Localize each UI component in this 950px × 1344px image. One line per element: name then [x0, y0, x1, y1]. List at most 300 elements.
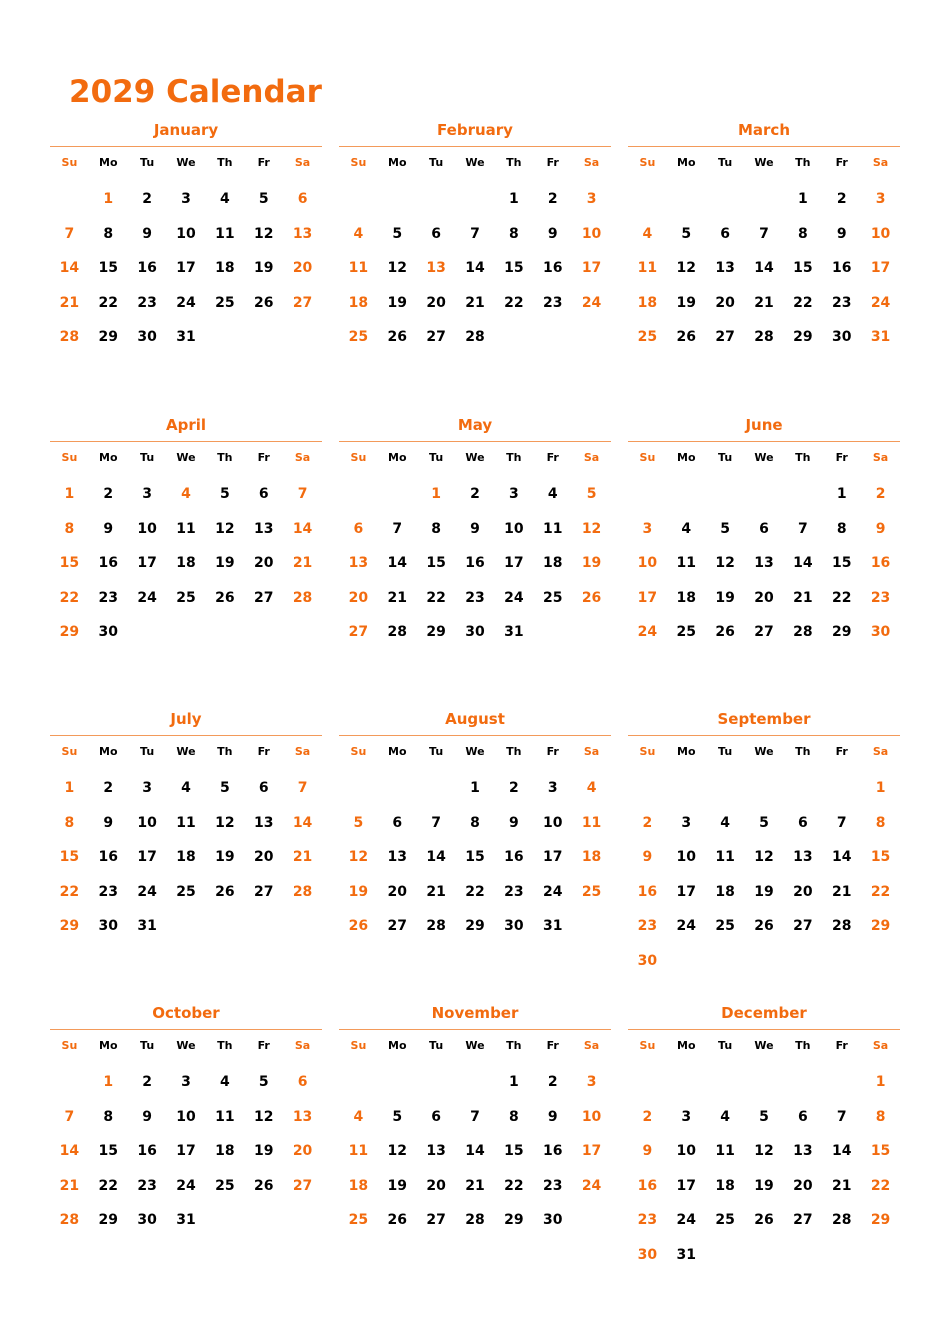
day-cell: 19 — [215, 849, 235, 865]
day-cell: 24 — [137, 883, 157, 900]
day-cell: 23 — [98, 883, 118, 900]
day-cell: 27 — [426, 1212, 446, 1228]
month-name: October — [152, 1004, 220, 1022]
day-cell: 20 — [253, 555, 274, 571]
day-cell: 8 — [875, 1108, 886, 1125]
weekday-label: Mo — [388, 156, 407, 169]
day-cell: 22 — [98, 294, 118, 311]
day-cell: 4 — [720, 1108, 730, 1125]
weekday-label: Tu — [429, 745, 444, 758]
day-cell: 22 — [98, 1177, 118, 1194]
day-cell: 22 — [59, 883, 80, 900]
day-cell: 4 — [353, 1108, 364, 1125]
day-cell: 28 — [292, 883, 313, 900]
day-cell: 29 — [504, 1212, 524, 1228]
day-cell: 5 — [392, 225, 403, 242]
day-cell: 17 — [870, 260, 891, 276]
day-cell: 22 — [426, 589, 446, 606]
day-cell: 18 — [581, 849, 602, 865]
weekday-label: We — [176, 1039, 196, 1052]
day-cell: 24 — [504, 589, 524, 606]
weekday-label: Th — [506, 745, 522, 758]
day-cell: 20 — [292, 260, 313, 276]
day-cell: 16 — [465, 555, 485, 571]
month-divider — [628, 146, 900, 147]
day-cell: 7 — [297, 486, 308, 502]
weekday-label: Th — [217, 156, 233, 169]
day-cell: 31 — [870, 329, 891, 345]
weekday-label: Fr — [257, 745, 270, 758]
weekday-label: Su — [639, 451, 656, 464]
day-cell: 20 — [292, 1143, 313, 1159]
day-cell: 30 — [542, 1212, 563, 1228]
weekday-label: We — [176, 156, 196, 169]
day-cell: 5 — [258, 191, 269, 207]
day-cell: 27 — [348, 624, 369, 640]
day-cell: 26 — [253, 294, 274, 311]
day-cell: 11 — [215, 1108, 235, 1125]
month-divider — [50, 146, 322, 147]
day-cell: 15 — [793, 260, 813, 276]
day-cell: 23 — [465, 589, 485, 606]
day-cell: 26 — [676, 329, 696, 345]
day-cell: 14 — [292, 814, 313, 831]
weekday-label: Sa — [294, 745, 311, 758]
day-cell: 1 — [64, 780, 75, 796]
day-cell: 14 — [465, 260, 485, 276]
day-cell: 25 — [176, 589, 196, 606]
day-cell: 13 — [292, 1108, 313, 1125]
day-cell: 22 — [793, 294, 813, 311]
day-cell: 11 — [676, 555, 696, 571]
weekday-label: Mo — [677, 156, 696, 169]
day-cell: 10 — [176, 225, 196, 242]
day-cell: 17 — [581, 1143, 602, 1159]
weekday-label: Tu — [140, 156, 155, 169]
day-cell: 16 — [98, 849, 118, 865]
day-cell: 22 — [831, 589, 852, 606]
day-cell: 26 — [253, 1177, 274, 1194]
weekday-label: Fr — [835, 1039, 848, 1052]
weekday-label: Sa — [294, 1039, 311, 1052]
day-cell: 1 — [797, 191, 808, 207]
weekday-label: Tu — [429, 1039, 444, 1052]
day-cell: 7 — [431, 814, 441, 831]
day-cell: 22 — [59, 589, 80, 606]
day-cell: 16 — [504, 849, 524, 865]
day-cell: 2 — [470, 486, 480, 502]
day-cell: 23 — [542, 294, 563, 311]
day-cell: 9 — [142, 225, 152, 242]
day-cell: 10 — [676, 849, 696, 865]
day-cell: 10 — [176, 1108, 196, 1125]
day-cell: 10 — [542, 814, 563, 831]
month-november — [339, 1002, 611, 1282]
weekday-label: We — [176, 745, 196, 758]
day-cell: 30 — [870, 624, 891, 640]
weekday-label: We — [465, 1039, 485, 1052]
day-cell: 23 — [137, 294, 157, 311]
day-cell: 12 — [215, 520, 235, 537]
day-cell: 5 — [353, 814, 364, 831]
day-cell: 3 — [586, 1074, 597, 1090]
day-cell: 25 — [637, 329, 658, 345]
month-august — [339, 708, 611, 988]
weekday-label: Su — [61, 745, 78, 758]
day-cell: 2 — [642, 1108, 653, 1125]
day-cell: 30 — [465, 624, 485, 640]
day-cell: 8 — [103, 1108, 114, 1125]
day-cell: 13 — [253, 814, 274, 831]
day-cell: 22 — [504, 294, 524, 311]
day-cell: 4 — [720, 814, 730, 831]
month-march — [628, 119, 900, 399]
day-cell: 27 — [793, 918, 813, 934]
day-cell: 17 — [637, 589, 658, 606]
weekday-label: Su — [350, 156, 367, 169]
day-cell: 30 — [831, 329, 852, 345]
weekday-label: Tu — [140, 451, 155, 464]
day-cell: 16 — [637, 1177, 658, 1194]
day-cell: 18 — [176, 555, 196, 571]
day-cell: 4 — [586, 780, 597, 796]
day-cell: 20 — [715, 294, 735, 311]
day-cell: 10 — [504, 520, 524, 537]
day-cell: 30 — [98, 918, 118, 934]
day-cell: 9 — [642, 1143, 653, 1159]
day-cell: 1 — [836, 486, 847, 502]
weekday-label: Mo — [677, 1039, 696, 1052]
day-cell: 12 — [387, 1143, 407, 1159]
day-cell: 25 — [215, 294, 235, 311]
day-cell: 9 — [547, 1108, 558, 1125]
day-cell: 28 — [831, 1212, 852, 1228]
day-cell: 25 — [542, 589, 563, 606]
day-cell: 3 — [142, 486, 152, 502]
weekday-label: We — [754, 156, 774, 169]
day-cell: 12 — [253, 225, 274, 242]
day-cell: 14 — [59, 1143, 80, 1159]
day-cell: 30 — [137, 329, 157, 345]
day-cell: 22 — [870, 1177, 891, 1194]
day-cell: 24 — [581, 294, 602, 311]
day-cell: 31 — [137, 918, 157, 934]
month-name: May — [457, 416, 493, 434]
day-cell: 28 — [59, 329, 80, 345]
day-cell: 19 — [348, 883, 369, 900]
day-cell: 12 — [348, 849, 369, 865]
day-cell: 23 — [504, 883, 524, 900]
day-cell: 21 — [292, 555, 313, 571]
month-name: December — [721, 1004, 807, 1022]
day-cell: 14 — [754, 260, 774, 276]
weekday-label: We — [465, 451, 485, 464]
day-cell: 31 — [176, 1212, 196, 1228]
day-cell: 23 — [870, 589, 891, 606]
day-cell: 19 — [387, 1177, 407, 1194]
weekday-label: Sa — [294, 451, 311, 464]
day-cell: 2 — [547, 191, 558, 207]
day-cell: 2 — [142, 1074, 152, 1090]
day-cell: 16 — [870, 555, 891, 571]
day-cell: 16 — [637, 883, 658, 900]
day-cell: 14 — [426, 849, 446, 865]
day-cell: 1 — [508, 1074, 519, 1090]
day-cell: 15 — [426, 555, 446, 571]
day-cell: 8 — [508, 225, 519, 242]
day-cell: 12 — [754, 1143, 774, 1159]
day-cell: 6 — [720, 225, 730, 242]
day-cell: 11 — [542, 520, 563, 537]
day-cell: 17 — [176, 1143, 196, 1159]
day-cell: 8 — [103, 225, 114, 242]
month-name: July — [170, 710, 202, 728]
day-cell: 6 — [258, 486, 269, 502]
day-cell: 12 — [253, 1108, 274, 1125]
day-cell: 28 — [754, 329, 774, 345]
day-cell: 11 — [176, 814, 196, 831]
day-cell: 19 — [215, 555, 235, 571]
weekday-label: Th — [506, 156, 522, 169]
day-cell: 27 — [793, 1212, 813, 1228]
day-cell: 20 — [793, 883, 813, 900]
weekday-label: Mo — [99, 1039, 118, 1052]
day-cell: 9 — [642, 849, 653, 865]
weekday-label: Sa — [583, 451, 600, 464]
day-cell: 11 — [637, 260, 658, 276]
day-cell: 2 — [142, 191, 152, 207]
day-cell: 7 — [392, 520, 403, 537]
day-cell: 16 — [137, 260, 157, 276]
day-cell: 13 — [426, 260, 446, 276]
day-cell: 23 — [637, 1212, 658, 1228]
day-cell: 18 — [348, 294, 369, 311]
day-cell: 25 — [581, 883, 602, 900]
weekday-label: Mo — [388, 451, 407, 464]
day-cell: 26 — [754, 1212, 774, 1228]
day-cell: 6 — [258, 780, 269, 796]
day-cell: 4 — [181, 780, 191, 796]
day-cell: 7 — [797, 520, 808, 537]
day-cell: 15 — [504, 1143, 524, 1159]
month-june — [628, 414, 900, 694]
weekday-label: Fr — [546, 745, 559, 758]
day-cell: 5 — [392, 1108, 403, 1125]
day-cell: 11 — [715, 1143, 735, 1159]
day-cell: 4 — [219, 1074, 230, 1090]
day-cell: 25 — [176, 883, 196, 900]
page-title: 2029 Calendar — [69, 74, 322, 110]
day-cell: 23 — [637, 918, 658, 934]
weekday-label: Sa — [583, 156, 600, 169]
day-cell: 16 — [831, 260, 852, 276]
weekday-label: Th — [795, 451, 811, 464]
day-cell: 7 — [836, 1108, 847, 1125]
day-cell: 24 — [176, 1177, 196, 1194]
weekday-label: Su — [350, 745, 367, 758]
day-cell: 24 — [676, 918, 696, 934]
day-cell: 5 — [586, 486, 597, 502]
day-cell: 17 — [137, 555, 157, 571]
day-cell: 15 — [870, 849, 891, 865]
day-cell: 18 — [176, 849, 196, 865]
weekday-label: Mo — [99, 156, 118, 169]
day-cell: 17 — [581, 260, 602, 276]
weekday-label: Th — [506, 1039, 522, 1052]
day-cell: 1 — [64, 486, 75, 502]
day-cell: 11 — [715, 849, 735, 865]
day-cell: 8 — [431, 520, 441, 537]
day-cell: 8 — [64, 520, 75, 537]
weekday-label: Th — [217, 451, 233, 464]
day-cell: 19 — [253, 1143, 274, 1159]
day-cell: 15 — [59, 555, 80, 571]
day-cell: 24 — [870, 294, 891, 311]
day-cell: 25 — [715, 918, 735, 934]
day-cell: 27 — [253, 883, 274, 900]
weekday-label: Th — [217, 1039, 233, 1052]
month-divider — [339, 735, 611, 736]
day-cell: 17 — [676, 883, 696, 900]
day-cell: 8 — [875, 814, 886, 831]
day-cell: 3 — [586, 191, 597, 207]
day-cell: 27 — [292, 294, 313, 311]
day-cell: 21 — [831, 1177, 852, 1194]
day-cell: 19 — [754, 883, 774, 900]
weekday-label: Sa — [583, 1039, 600, 1052]
day-cell: 17 — [137, 849, 157, 865]
day-cell: 14 — [831, 849, 852, 865]
day-cell: 20 — [426, 294, 446, 311]
weekday-label: Th — [795, 745, 811, 758]
day-cell: 19 — [676, 294, 696, 311]
day-cell: 20 — [793, 1177, 813, 1194]
month-divider — [50, 735, 322, 736]
day-cell: 12 — [754, 849, 774, 865]
day-cell: 9 — [547, 225, 558, 242]
day-cell: 5 — [258, 1074, 269, 1090]
day-cell: 14 — [793, 555, 813, 571]
day-cell: 2 — [875, 486, 886, 502]
day-cell: 28 — [831, 918, 852, 934]
day-cell: 8 — [797, 225, 808, 242]
day-cell: 14 — [292, 520, 313, 537]
day-cell: 18 — [715, 883, 735, 900]
day-cell: 14 — [59, 260, 80, 276]
day-cell: 13 — [426, 1143, 446, 1159]
day-cell: 5 — [720, 520, 730, 537]
day-cell: 10 — [637, 555, 658, 571]
day-cell: 31 — [676, 1246, 696, 1263]
weekday-label: We — [754, 745, 774, 758]
day-cell: 7 — [470, 1108, 480, 1125]
day-cell: 18 — [715, 1177, 735, 1194]
day-cell: 19 — [581, 555, 602, 571]
day-cell: 1 — [875, 1074, 886, 1090]
day-cell: 13 — [793, 1143, 813, 1159]
day-cell: 7 — [836, 814, 847, 831]
day-cell: 5 — [759, 1108, 769, 1125]
weekday-label: Mo — [99, 745, 118, 758]
day-cell: 28 — [387, 624, 407, 640]
day-cell: 6 — [431, 225, 441, 242]
weekday-label: Tu — [718, 156, 733, 169]
day-cell: 11 — [215, 225, 235, 242]
month-september — [628, 708, 900, 988]
weekday-label: Th — [795, 1039, 811, 1052]
month-july — [50, 708, 322, 988]
month-divider — [339, 441, 611, 442]
day-cell: 12 — [715, 555, 735, 571]
day-cell: 20 — [754, 589, 774, 606]
day-cell: 29 — [793, 329, 813, 345]
day-cell: 5 — [759, 814, 769, 831]
weekday-label: We — [465, 745, 485, 758]
day-cell: 24 — [637, 624, 658, 640]
day-cell: 11 — [348, 1143, 369, 1159]
day-cell: 25 — [348, 329, 369, 345]
day-cell: 10 — [581, 1108, 602, 1125]
weekday-label: Fr — [835, 451, 848, 464]
day-cell: 7 — [64, 225, 75, 242]
day-cell: 9 — [470, 520, 480, 537]
day-cell: 28 — [465, 329, 485, 345]
weekday-label: Mo — [677, 451, 696, 464]
day-cell: 6 — [759, 520, 769, 537]
weekday-label: Fr — [546, 1039, 559, 1052]
day-cell: 21 — [292, 849, 313, 865]
day-cell: 27 — [715, 329, 735, 345]
day-cell: 26 — [715, 624, 735, 640]
day-cell: 8 — [64, 814, 75, 831]
day-cell: 8 — [508, 1108, 519, 1125]
weekday-label: Fr — [257, 451, 270, 464]
weekday-label: Mo — [99, 451, 118, 464]
weekday-label: Tu — [718, 451, 733, 464]
weekday-label: We — [176, 451, 196, 464]
weekday-label: We — [465, 156, 485, 169]
day-cell: 4 — [642, 225, 653, 242]
day-cell: 27 — [754, 624, 774, 640]
day-cell: 28 — [793, 624, 813, 640]
day-cell: 24 — [137, 589, 157, 606]
day-cell: 2 — [508, 780, 519, 796]
day-cell: 16 — [542, 1143, 563, 1159]
day-cell: 4 — [219, 191, 230, 207]
weekday-label: Th — [795, 156, 811, 169]
weekday-label: Mo — [388, 745, 407, 758]
day-cell: 24 — [676, 1212, 696, 1228]
weekday-label: Su — [639, 1039, 656, 1052]
day-cell: 17 — [504, 555, 524, 571]
day-cell: 6 — [297, 191, 308, 207]
day-cell: 12 — [387, 260, 407, 276]
month-january — [50, 119, 322, 399]
day-cell: 19 — [754, 1177, 774, 1194]
day-cell: 21 — [793, 589, 813, 606]
day-cell: 19 — [253, 260, 274, 276]
day-cell: 11 — [581, 814, 602, 831]
day-cell: 29 — [426, 624, 446, 640]
day-cell: 28 — [292, 589, 313, 606]
day-cell: 22 — [465, 883, 485, 900]
day-cell: 25 — [348, 1212, 369, 1228]
day-cell: 9 — [142, 1108, 152, 1125]
day-cell: 10 — [870, 225, 891, 242]
weekday-label: Fr — [835, 745, 848, 758]
day-cell: 13 — [253, 520, 274, 537]
day-cell: 10 — [137, 520, 157, 537]
